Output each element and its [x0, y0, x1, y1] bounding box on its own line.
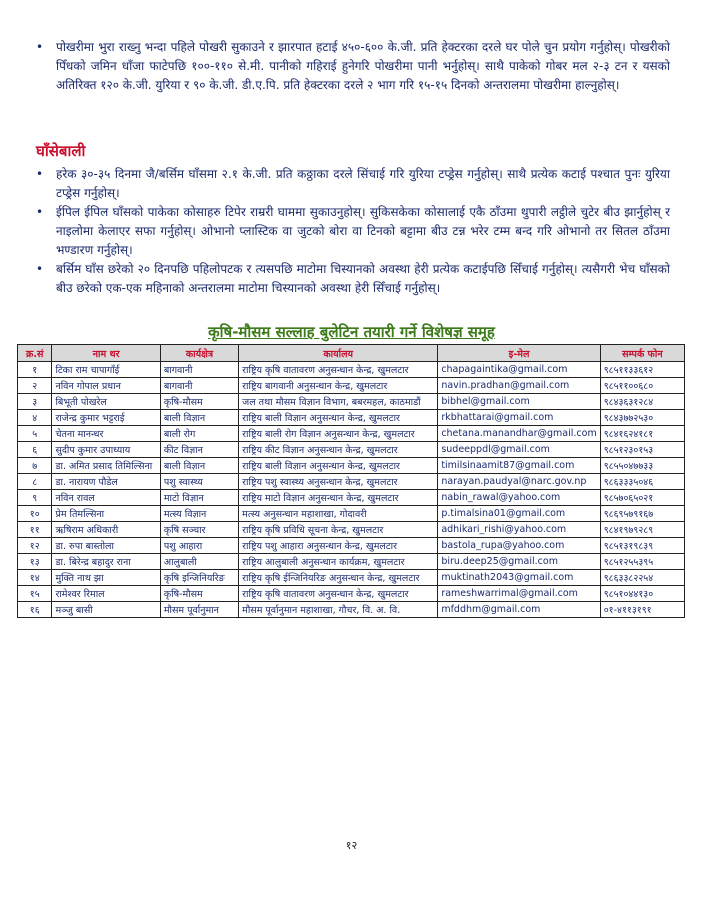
bullet-text: ईपिल ईपिल घाँसको पाकेका कोसाहरु टिपेर राम्ररी घाममा सुकाउनुहोस्। सुकिसकेका कोसालाई एकै ठाँउमा थुपारी लट्ठीले चुटेर बीउ झार्नुहोस् र नाइलोमा केलाएर सफा गर्नुहोस्। ओभानो प्लास्टिक वा जुटको बोरा वा टिनको बट्टामा बीउ टन्न भरेर टम्म बन्द गरि ओभानो तर सितल ठाँउमा भण्डारण गर्नुहोस्।	[56, 205, 670, 257]
bullet-item	[28, 165, 670, 203]
cell-field: पशु आहारा	[160, 538, 238, 554]
cell-email: navin.pradhan@gmail.com	[438, 378, 600, 394]
cell-name: नविन रावल	[52, 490, 160, 506]
cell-field: बाली विज्ञान	[160, 458, 238, 474]
table-body	[18, 362, 685, 618]
cell-email: timilsinaamit87@gmail.com	[438, 458, 600, 474]
bullet-item	[28, 260, 670, 298]
fish-pond-section	[28, 38, 670, 95]
bullet-icon: •	[36, 205, 44, 219]
cell-serial: ८	[18, 474, 52, 490]
cell-email: rkbhattarai@gmail.com	[438, 410, 600, 426]
table-row	[18, 410, 685, 426]
bullet-icon: •	[36, 262, 44, 276]
table-row	[18, 426, 685, 442]
cell-email: bastola_rupa@yahoo.com	[438, 538, 600, 554]
cell-name: मञ्जु बासी	[52, 602, 160, 618]
cell-phone: ९८५५०४७७३३	[600, 458, 684, 474]
cell-email: biru.deep25@gmail.com	[438, 554, 600, 570]
cell-email: chapagaintika@gmail.com	[438, 362, 600, 378]
cell-phone: ९८४१६२४१८१	[600, 426, 684, 442]
cell-phone: ९८५१०४४१३०	[600, 586, 684, 602]
table-row	[18, 522, 685, 538]
cell-serial: १३	[18, 554, 52, 570]
cell-office: मौसम पूर्वानुमान महाशाखा, गौचर, वि. अ. वि.	[239, 602, 438, 618]
cell-office: राष्ट्रिय कृषि वातावरण अनुसन्धान केन्द्र, खुमलटार	[239, 586, 438, 602]
cell-phone: ९८५१२५५३९५	[600, 554, 684, 570]
table-row	[18, 362, 685, 378]
cell-serial: २	[18, 378, 52, 394]
col-header-phone: सम्पर्क फोन	[600, 345, 684, 362]
cell-email: adhikari_rishi@yahoo.com	[438, 522, 600, 538]
cell-phone: ९८५७०६५०२१	[600, 490, 684, 506]
cell-phone: ९८५११००६८०	[600, 378, 684, 394]
cell-name: डा. अमित प्रसाद तिमिल्सिना	[52, 458, 160, 474]
table-row	[18, 378, 685, 394]
bullet-text: हरेक ३०-३५ दिनमा जै/बर्सिम घाँसमा २.१ के.जी. प्रति कठ्ठाका दरले सिंचाई गरि युरिया टप्ड्रेस गर्नुहोस्। साथै प्रत्येक कटाई पश्चात पुनः युरिया टप्ड्रेस गर्नुहोस्।	[56, 167, 670, 200]
table-row	[18, 506, 685, 522]
cell-phone: ९८४३६३१२८४	[600, 394, 684, 410]
cell-phone: ९८५१२३०१५३	[600, 442, 684, 458]
bullet-item	[28, 203, 670, 260]
cell-serial: ३	[18, 394, 52, 410]
cell-serial: ५	[18, 426, 52, 442]
cell-field: बाली विज्ञान	[160, 410, 238, 426]
cell-phone: ९८६३३८२२५४	[600, 570, 684, 586]
cell-office: राष्ट्रिय पशु स्वास्थ्य अनुसन्धान केन्द्र, खुमलटार	[239, 474, 438, 490]
cell-field: आलुबाली	[160, 554, 238, 570]
page-number: १२	[345, 839, 358, 852]
cell-serial: ७	[18, 458, 52, 474]
cell-serial: १४	[18, 570, 52, 586]
table-row	[18, 554, 685, 570]
bullet-icon: •	[36, 40, 44, 54]
cell-field: कृषि इन्जिनियरिङ	[160, 570, 238, 586]
cell-serial: १	[18, 362, 52, 378]
bullet-item	[28, 38, 670, 95]
cell-field: बागवानी	[160, 362, 238, 378]
cell-field: बागवानी	[160, 378, 238, 394]
table-row	[18, 570, 685, 586]
cell-office: मत्स्य अनुसन्धान महाशाखा, गोदावरी	[239, 506, 438, 522]
cell-office: राष्ट्रिय कृषि वातावरण अनुसन्धान केन्द्र, खुमलटार	[239, 362, 438, 378]
cell-name: बिभूती पोखरेल	[52, 394, 160, 410]
expert-table	[17, 344, 685, 618]
col-header-office: कार्यालय	[239, 345, 438, 362]
cell-name: राजेन्द्र कुमार भट्टराई	[52, 410, 160, 426]
cell-name: डा. नारायण पौडेल	[52, 474, 160, 490]
cell-name: सुदीप कुमार उपाध्याय	[52, 442, 160, 458]
cell-name: डा. बिरेन्द्र बहादुर राना	[52, 554, 160, 570]
cell-office: राष्ट्रिय बाली विज्ञान अनुसन्धान केन्द्र, खुमलटार	[239, 458, 438, 474]
cell-field: कीट विज्ञान	[160, 442, 238, 458]
table-row	[18, 458, 685, 474]
cell-name: चेतना मानन्धर	[52, 426, 160, 442]
table-title: कृषि-मौसम सल्लाह बुलेटिन तयारी गर्ने विशेषज्ञ समूह	[208, 323, 495, 341]
table-row	[18, 442, 685, 458]
cell-field: कृषि-मौसम	[160, 394, 238, 410]
cell-name: डा. रुपा बास्तोला	[52, 538, 160, 554]
cell-email: sudeeppdl@gmail.com	[438, 442, 600, 458]
cell-field: कृषि सञ्चार	[160, 522, 238, 538]
bullet-icon: •	[36, 167, 44, 181]
cell-email: chetana.manandhar@gmail.com	[438, 426, 600, 442]
cell-name: मुक्ति नाथ झा	[52, 570, 160, 586]
cell-email: bibhel@gmail.com	[438, 394, 600, 410]
cell-field: मत्स्य विज्ञान	[160, 506, 238, 522]
cell-office: राष्ट्रिय आलुबाली अनुसन्धान कार्यक्रम, खुमलटार	[239, 554, 438, 570]
cell-email: muktinath2043@gmail.com	[438, 570, 600, 586]
cell-email: nabin_rawal@yahoo.com	[438, 490, 600, 506]
cell-serial: ९	[18, 490, 52, 506]
cell-office: राष्ट्रिय माटो विज्ञान अनुसन्धान केन्द्र, खुमलटार	[239, 490, 438, 506]
cell-name: ऋषिराम अधिकारी	[52, 522, 160, 538]
cell-office: राष्ट्रिय कृषि ईन्जिनियरिङ अनुसन्धान केन्द्र, खुमलटार	[239, 570, 438, 586]
bullet-text: पोखरीमा भुरा राख्नु भन्दा पहिले पोखरी सुकाउने र झारपात हटाई ४५०-६०० के.जी. प्रति हेक्टरका दरले घर पोले चुन प्रयोग गर्नुहोस्। पोखरीको पिँधको जमिन धाँजा फाटेपछि १००-११० से.मी. पानीको गहिराई हुनेगरि पोखरीमा पानी भर्नुहोस्। साथै पाकेको गोबर मल २-३ टन र यसको अतिरिक्त १२० के.जी. युरिया र ९० के.जी. डी.ए.पि. प्रति हेक्टरका दरले २ भाग गरि १५-१५ दिनको अन्तरालमा पोखरीमा हाल्नुहोस्।	[56, 40, 670, 92]
cell-field: माटो विज्ञान	[160, 490, 238, 506]
cell-field: बाली रोग	[160, 426, 238, 442]
fodder-crop-section	[28, 165, 670, 298]
bullet-list	[28, 38, 670, 95]
table-row	[18, 490, 685, 506]
cell-email: rameshwarrimal@gmail.com	[438, 586, 600, 602]
cell-phone: ९८६९५७९१६७	[600, 506, 684, 522]
bullet-text: बर्सिम घाँस छरेको २० दिनपछि पहिलोपटक र त्यसपछि माटोमा चिस्यानको अवस्था हेरी प्रत्येक कटाईपछि सिँचाई गर्नुहोस्। त्यसैगरी भेच घाँसको बीउ छरेको एक-एक महिनाको अन्तरालमा माटोमा चिस्यानको अवस्था हेरी सिँचाई गर्नुहोस्।	[56, 262, 670, 295]
cell-phone: ९८४३७७२५३०	[600, 410, 684, 426]
table-row	[18, 394, 685, 410]
cell-serial: ६	[18, 442, 52, 458]
cell-office: राष्ट्रिय बागवानी अनुसन्धान केन्द्र, खुमलटार	[239, 378, 438, 394]
cell-office: जल तथा मौसम विज्ञान विभाग, बबरमहल, काठमाडौं	[239, 394, 438, 410]
cell-serial: १२	[18, 538, 52, 554]
cell-phone: ९८५११३३६१२	[600, 362, 684, 378]
cell-serial: १६	[18, 602, 52, 618]
section-heading: घाँसेबाली	[36, 142, 86, 160]
cell-email: mfddhm@gmail.com	[438, 602, 600, 618]
cell-field: कृषि-मौसम	[160, 586, 238, 602]
cell-field: मौसम पूर्वानुमान	[160, 602, 238, 618]
cell-name: रामेश्वर रिमाल	[52, 586, 160, 602]
table-row	[18, 474, 685, 490]
cell-field: पशु स्वास्थ्य	[160, 474, 238, 490]
bullet-list	[28, 165, 670, 298]
cell-office: राष्ट्रिय कीट विज्ञान अनुसन्धान केन्द्र, खुमलटार	[239, 442, 438, 458]
cell-office: राष्ट्रिय बाली विज्ञान अनुसन्धान केन्द्र, खुमलटार	[239, 410, 438, 426]
cell-name: प्रेम तिमल्सिना	[52, 506, 160, 522]
table-row	[18, 538, 685, 554]
cell-office: राष्ट्रिय कृषि प्रविधि सूचना केन्द्र, खुमलटार	[239, 522, 438, 538]
table-header-row	[18, 345, 685, 362]
cell-name: नविन गोपाल प्रधान	[52, 378, 160, 394]
cell-phone: ९८५१३१९८३९	[600, 538, 684, 554]
cell-serial: ११	[18, 522, 52, 538]
col-header-email: इ-मेल	[438, 345, 600, 362]
cell-phone: ९८४१९७९२८९	[600, 522, 684, 538]
table-row	[18, 586, 685, 602]
col-header-name: नाम थर	[52, 345, 160, 362]
cell-email: p.timalsina01@gmail.com	[438, 506, 600, 522]
cell-name: टिका राम चापागाँई	[52, 362, 160, 378]
cell-office: राष्ट्रिय बाली रोग विज्ञान अनुसन्धान केन्द्र, खुमलटार	[239, 426, 438, 442]
cell-serial: १०	[18, 506, 52, 522]
cell-phone: ९८६३३३५०४६	[600, 474, 684, 490]
table-row	[18, 602, 685, 618]
col-header-serial: क्र.सं	[18, 345, 52, 362]
cell-office: राष्ट्रिय पशु आहारा अनुसन्धान केन्द्र, खुमलटार	[239, 538, 438, 554]
cell-phone: ०१-४११३१९१	[600, 602, 684, 618]
col-header-field: कार्यक्षेत्र	[160, 345, 238, 362]
cell-email: narayan.paudyal@narc.gov.np	[438, 474, 600, 490]
cell-serial: १५	[18, 586, 52, 602]
cell-serial: ४	[18, 410, 52, 426]
